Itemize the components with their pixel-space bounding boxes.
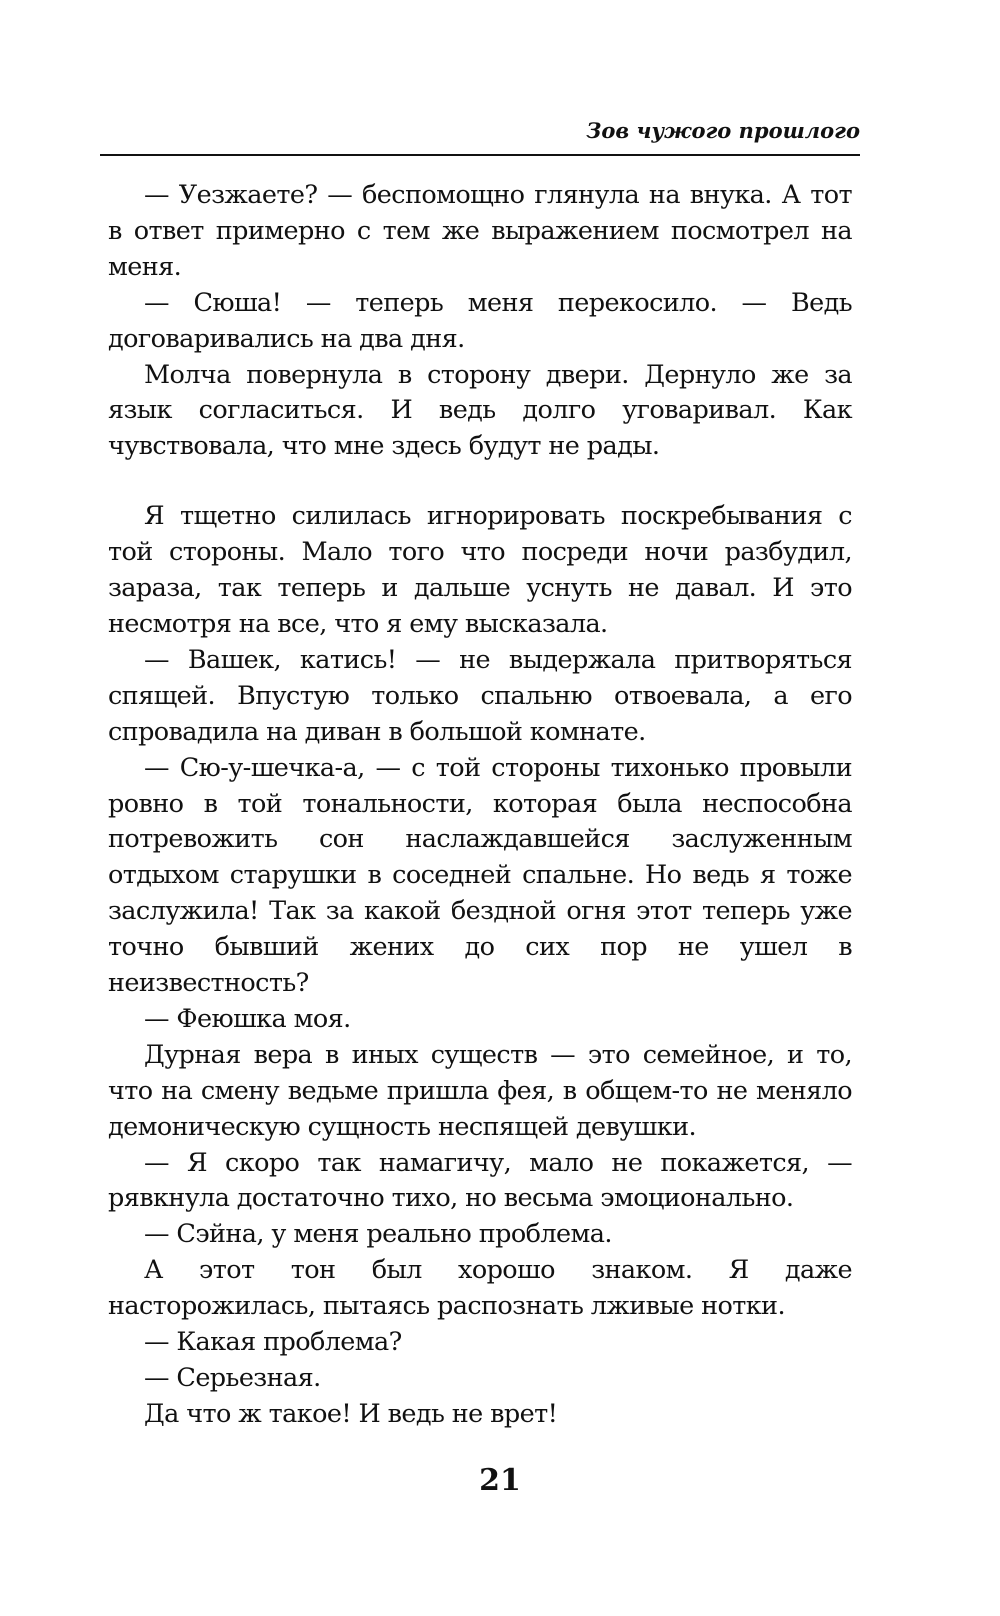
paragraph: Я тщетно силилась игнорировать поскребывания с той стороны. Мало того что посреди ночи разбудил, зараза, так теперь и дальше уснуть не давал. И это несмотря на все, что я ему высказала. <box>108 501 852 639</box>
paragraph: Дурная вера в иных существ — это семейное, и то, что на смену ведьме пришла фея, в общем-то не меняло демоническую сущность неспящей девушки. <box>108 1039 852 1142</box>
paragraph: — Уезжаете? — беспомощно глянула на внука. А тот в ответ примерно с тем же выражением посмотрел на меня. <box>108 180 852 282</box>
page-number: 21 <box>479 1463 521 1498</box>
paragraph: — Сюша! — теперь меня перекосило. — Ведь договаривались на два дня. <box>108 287 852 354</box>
running-title: Зов чужого прошлого <box>586 118 860 143</box>
running-header <box>100 108 860 156</box>
paragraph: — Сю-у-шечка-а, — с той стороны тихонько провыли ровно в той тональности, которая была неспособна потревожить сон наслаждавшейся заслуженным отдыхом старушки в соседней спальне. Но ведь я тоже заслужила! Так за какой бездной огня этот теперь уже точно бывший жених до сих пор не ушел в неизвестность? <box>108 752 852 999</box>
paragraph: — Какая проблема? <box>144 1327 402 1358</box>
paragraph: А этот тон был хорошо знаком. Я даже насторожилась, пытаясь распознать лживые нотки. <box>108 1255 852 1322</box>
paragraph: — Вашек, катись! — не выдержала притворяться спящей. Впустую только спальню отвоевала, а его спровадила на диван в большой комнате. <box>108 644 852 747</box>
text-block <box>108 178 852 1433</box>
paragraph: Молча повернула в сторону двери. Дернуло же за язык согласиться. И ведь долго уговаривал. Как чувствовала, что мне здесь будут не рады. <box>108 359 852 462</box>
paragraph: Да что ж такое! И ведь не врет! <box>144 1398 558 1429</box>
paragraph: — Серьезная. <box>144 1363 321 1393</box>
paragraph: — Я скоро так намагичу, мало не покажется, — рявкнула достаточно тихо, но весьма эмоционально. <box>108 1147 852 1214</box>
paragraph: — Сэйна, у меня реально проблема. <box>144 1219 612 1250</box>
paragraph: — Феюшка моя. <box>144 1003 351 1034</box>
section-break <box>108 465 852 499</box>
